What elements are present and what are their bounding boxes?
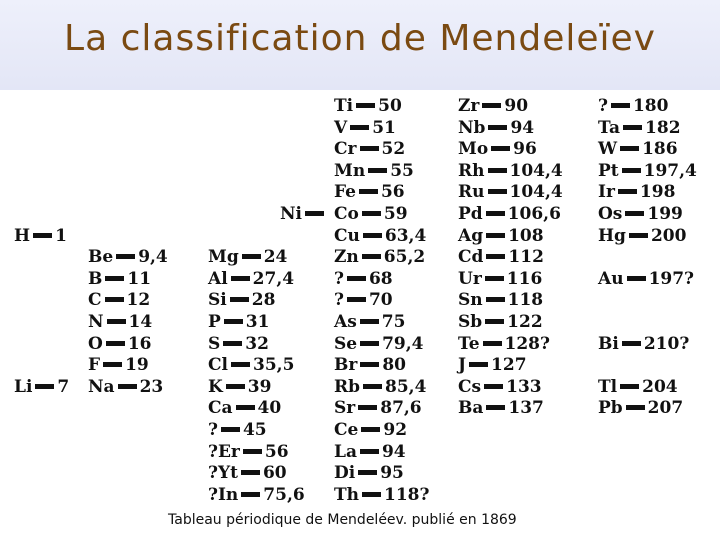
atomic-weight: 68 [368,268,393,289]
atomic-weight: 56 [264,441,289,462]
equals-bar [358,470,377,475]
atomic-weight: 70 [368,290,393,311]
atomic-weight: 50 [378,96,402,116]
element-symbol: Al [208,268,228,289]
element-entry [334,269,393,289]
equals-bar [622,168,641,173]
element-symbol: Os [598,204,623,224]
element-symbol: Si [208,290,227,311]
atomic-weight: 104,4 [509,160,563,181]
atomic-weight: 128? [504,333,550,354]
equals-bar [231,362,250,367]
equals-bar [488,189,507,194]
element-entry [458,334,550,354]
element-entry [598,269,694,289]
element-entry [334,247,425,267]
atomic-weight: 45 [242,420,267,440]
element-symbol: Se [334,333,358,354]
mendeleev-table [0,90,720,540]
equals-bar [103,362,122,367]
atomic-weight: 31 [245,312,270,332]
element-entry [334,226,426,246]
equals-bar [356,103,375,108]
atomic-weight: 186 [642,139,678,160]
element-entry [334,334,424,354]
equals-bar [347,297,366,302]
element-symbol: Be [88,247,114,268]
element-entry [88,247,168,267]
element-symbol: Na [88,376,115,397]
element-symbol: Sb [458,312,483,332]
equals-bar [360,341,379,346]
element-entry [208,463,287,483]
element-symbol: ? [208,420,218,440]
atomic-weight: 204 [642,376,678,397]
equals-bar [486,254,505,259]
element-symbol: Ti [334,96,354,116]
element-symbol: Tl [598,376,618,397]
equals-bar [242,254,261,259]
element-entry [458,377,542,397]
atomic-weight: 118? [384,484,430,505]
element-entry [598,161,697,181]
equals-bar [230,297,249,302]
equals-bar [629,233,648,238]
equals-bar [488,125,507,130]
equals-bar [485,319,504,324]
equals-bar [360,319,379,324]
equals-bar [488,168,507,173]
equals-bar [491,146,510,151]
element-symbol: Pd [458,204,483,224]
equals-bar [231,276,250,281]
element-entry [598,226,686,246]
element-entry [458,312,543,332]
equals-bar [362,492,381,497]
atomic-weight: 95 [380,463,404,484]
equals-bar [241,492,260,497]
element-entry [14,226,67,246]
atomic-weight: 210? [643,333,690,354]
element-symbol: Te [458,333,480,354]
equals-bar [360,362,379,367]
element-symbol: Pt [598,160,619,181]
atomic-weight: 137 [508,398,544,419]
atomic-weight: 40 [257,398,282,419]
equals-bar [226,384,245,389]
atomic-weight: 85,4 [385,376,427,397]
element-symbol: Th [334,484,360,505]
equals-bar [362,254,381,259]
atomic-weight: 60 [262,463,287,484]
equals-bar [625,211,644,216]
element-entry [334,312,405,332]
element-entry [280,204,327,224]
element-entry [88,312,152,332]
equals-bar [486,405,505,410]
equals-bar [486,297,505,302]
equals-bar [620,384,639,389]
element-symbol: N [88,312,104,332]
equals-bar [361,427,380,432]
atomic-weight: 104,4 [509,182,563,203]
element-symbol: Zr [458,96,480,116]
element-entry [598,398,683,418]
atomic-weight: 199 [647,204,683,224]
equals-bar [358,405,377,410]
element-entry [334,139,405,159]
element-symbol: Br [334,355,358,376]
element-entry [598,118,681,138]
element-entry [334,182,405,202]
atomic-weight: 23 [139,376,164,397]
element-symbol: Nb [458,117,486,138]
atomic-weight: 75,6 [263,484,305,505]
element-entry [458,161,563,181]
atomic-weight: 198 [639,182,676,203]
atomic-weight: 87,6 [380,398,422,419]
equals-bar [483,341,502,346]
atomic-weight: 9,4 [138,247,168,268]
element-symbol: La [334,441,357,462]
element-entry [334,118,396,138]
element-symbol: W [598,139,618,160]
slide-title: La classification de Mendeleïev [64,18,656,59]
element-entry [334,420,407,440]
equals-bar [363,233,382,238]
atomic-weight: 11 [127,268,152,289]
element-symbol: Ca [208,398,233,419]
element-symbol: Ir [598,182,615,203]
element-entry [598,139,678,159]
element-entry [598,334,689,354]
atomic-weight: 16 [127,333,152,354]
element-entry [88,355,149,375]
equals-bar [360,449,379,454]
atomic-weight: 94 [381,441,406,462]
element-symbol: Ag [458,225,484,246]
element-entry [208,442,289,462]
element-entry [598,377,678,397]
element-entry [208,420,267,440]
element-symbol: Li [14,376,33,397]
element-entry [458,269,542,289]
atomic-weight: 59 [383,204,408,224]
element-entry [334,398,422,418]
equals-bar [350,125,369,130]
atomic-weight: 14 [128,312,153,332]
element-entry [334,442,406,462]
atomic-weight: 19 [125,355,149,376]
atomic-weight: 35,5 [253,355,295,376]
atomic-weight: 200 [650,225,687,246]
atomic-weight: 80 [382,355,406,376]
element-symbol: ?Er [208,441,240,462]
equals-bar [33,233,52,238]
element-entry [458,398,544,418]
element-symbol: Ru [458,182,485,203]
atomic-weight: 207 [647,398,684,419]
equals-bar [363,384,382,389]
element-symbol: ?In [208,484,239,505]
atomic-weight: 108 [508,225,544,246]
equals-bar [620,146,639,151]
atomic-weight: 32 [245,333,269,354]
equals-bar [116,254,135,259]
element-symbol: ? [334,268,344,289]
element-entry [334,355,406,375]
equals-bar [469,362,488,367]
element-entry [334,161,414,181]
equals-bar [485,276,504,281]
element-symbol: Mo [458,139,489,160]
atomic-weight: 51 [372,117,396,138]
element-symbol: As [334,312,357,332]
element-symbol: Rh [458,160,485,181]
equals-bar [368,168,387,173]
element-symbol: Cr [334,139,357,160]
equals-bar [35,384,54,389]
equals-bar [243,449,262,454]
element-symbol: Cd [458,247,484,268]
element-symbol: J [458,355,467,376]
element-symbol: O [88,333,103,354]
element-symbol: H [14,225,31,246]
element-symbol: ?Yt [208,463,238,484]
atomic-weight: 180 [632,96,669,116]
atomic-weight: 116 [506,268,543,289]
element-entry [208,290,275,310]
element-entry [458,204,561,224]
atomic-weight: 112 [508,247,544,268]
element-symbol: B [88,268,103,289]
element-entry [208,485,305,505]
element-symbol: C [88,290,102,311]
element-entry [598,96,668,116]
atomic-weight: 7 [57,376,70,397]
equals-bar [105,297,124,302]
element-symbol: Ba [458,398,484,419]
element-symbol: K [208,376,223,397]
element-symbol: S [208,333,221,354]
atomic-weight: 52 [381,139,406,160]
element-symbol: Mg [208,247,239,268]
element-entry [334,485,429,505]
equals-bar [622,341,641,346]
equals-bar [626,405,645,410]
equals-bar [486,211,505,216]
atomic-weight: 106,6 [507,204,561,224]
element-symbol: Ur [458,268,482,289]
atomic-weight: 197,4 [643,160,697,181]
element-symbol: P [208,312,221,332]
atomic-weight: 1 [55,225,67,246]
element-symbol: ? [334,290,344,311]
equals-bar [360,146,379,151]
element-symbol: Rb [334,376,361,397]
element-entry [458,226,544,246]
element-symbol: Cl [208,355,228,376]
atomic-weight: 118 [507,290,544,311]
element-entry [208,269,294,289]
element-entry [458,247,544,267]
atomic-weight: 24 [263,247,288,268]
element-entry [208,355,294,375]
element-entry [208,247,287,267]
element-symbol: Ta [598,117,621,138]
equals-bar [221,427,240,432]
element-symbol: Sr [334,398,356,419]
atomic-weight: 27,4 [252,268,295,289]
element-symbol: Cs [458,376,482,397]
atomic-weight: 65,2 [383,247,426,268]
equals-bar [482,103,501,108]
element-entry [88,377,163,397]
element-entry [334,290,393,310]
element-symbol: Sn [458,290,483,311]
element-symbol: Cu [334,225,360,246]
element-entry [334,377,426,397]
element-symbol: Hg [598,225,626,246]
element-symbol: ? [598,96,608,116]
atomic-weight: 79,4 [382,333,424,354]
element-entry [458,182,563,202]
equals-bar [611,103,630,108]
equals-bar [484,384,503,389]
equals-bar [107,319,126,324]
element-entry [14,377,69,397]
equals-bar [224,319,243,324]
equals-bar [618,189,637,194]
element-symbol: Ce [334,420,359,440]
element-symbol: V [334,117,348,138]
element-symbol: Co [334,204,359,224]
atomic-weight: 122 [507,312,543,332]
element-symbol: Ni [280,204,302,224]
atomic-weight: 39 [247,376,272,397]
atomic-weight: 55 [390,160,414,181]
equals-bar [105,276,124,281]
equals-bar [362,211,381,216]
atomic-weight: 56 [380,182,405,203]
atomic-weight: 75 [381,312,406,332]
element-symbol: Mn [334,160,366,181]
element-entry [598,182,675,202]
equals-bar [347,276,366,281]
element-entry [598,204,683,224]
atomic-weight: 92 [383,420,408,440]
element-entry [208,312,269,332]
element-entry [458,139,537,159]
atomic-weight: 133 [506,376,542,397]
atomic-weight: 182 [645,117,681,138]
atomic-weight: 28 [251,290,276,311]
element-entry [458,96,528,116]
element-entry [208,377,271,397]
element-entry [458,118,534,138]
equals-bar [305,211,324,216]
slide-header [0,0,720,90]
element-symbol: F [88,355,101,376]
equals-bar [627,276,646,281]
equals-bar [241,470,260,475]
table-caption: Tableau périodique de Mendeléev. publié en 1869 [168,512,517,528]
element-entry [334,96,402,116]
atomic-weight: 127 [491,355,527,376]
element-entry [208,334,269,354]
element-symbol: Fe [334,182,356,203]
atomic-weight: 12 [126,290,151,311]
equals-bar [359,189,378,194]
equals-bar [486,233,505,238]
equals-bar [223,341,242,346]
equals-bar [623,125,642,130]
element-entry [88,290,150,310]
atomic-weight: 63,4 [384,225,427,246]
equals-bar [106,341,125,346]
element-symbol: Au [598,268,624,289]
element-symbol: Di [334,463,356,484]
element-entry [334,463,404,483]
element-symbol: Pb [598,398,623,419]
element-symbol: Zn [334,247,359,268]
element-entry [334,204,408,224]
atomic-weight: 94 [510,117,535,138]
element-symbol: Bi [598,333,619,354]
element-entry [88,269,151,289]
element-entry [458,355,527,375]
element-entry [208,398,281,418]
atomic-weight: 197? [648,268,695,289]
equals-bar [118,384,137,389]
element-entry [458,290,543,310]
equals-bar [236,405,255,410]
atomic-weight: 96 [513,139,537,160]
atomic-weight: 90 [504,96,529,116]
element-entry [88,334,151,354]
